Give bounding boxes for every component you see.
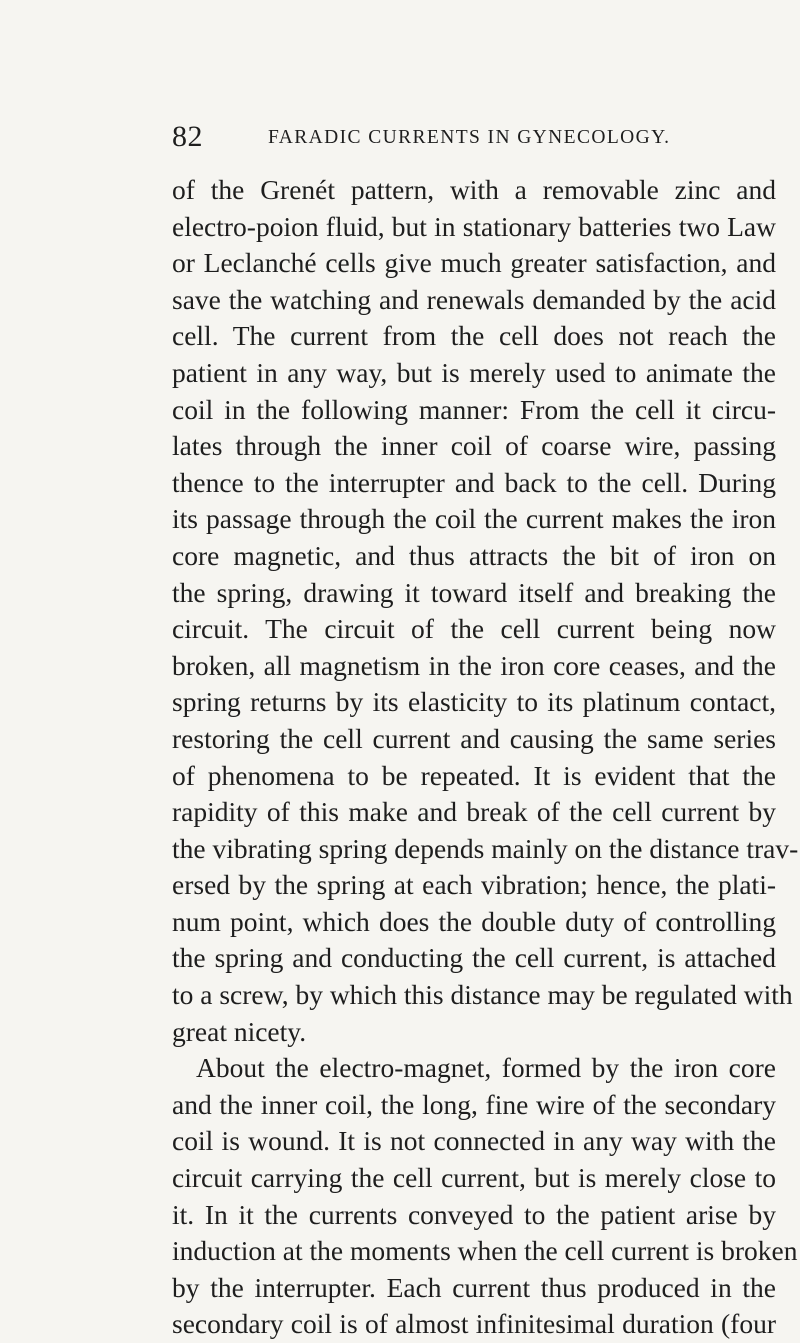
text-line: the spring and conducting the cell current, is attached [172,942,776,974]
text-line: induction at the moments when the cell current is broken [172,1235,798,1267]
text-line: it. In it the currents conveyed to the patient arise by [172,1198,776,1230]
text-line: core magnetic, and thus attracts the bit of iron on [172,539,776,571]
text-line: coil is wound. It is not connected in any way with the [172,1125,776,1157]
text-line: patient in any way, but is merely used to animate the [172,356,776,388]
text-line: ersed by the spring at each vibration; hence, the plati- [172,869,776,901]
text-line: circuit carrying the cell current, but is merely close to [172,1162,776,1194]
paragraph-first-line: About the electro-magnet, formed by the iron core [196,1052,776,1084]
text-line: to a screw, by which this distance may be regulated with [172,979,793,1011]
text-line: by the interrupter. Each current thus produced in the [172,1271,776,1303]
text-line: save the watching and renewals demanded by the acid [172,283,776,315]
text-line: rapidity of this make and break of the cell current by [172,796,776,828]
text-line: and the inner coil, the long, fine wire of the secondary [172,1088,776,1120]
page-header [172,117,772,157]
text-line: cell. The current from the cell does not reach the [172,320,776,352]
text-line: spring returns by its elasticity to its platinum contact, [172,686,776,718]
text-line: broken, all magnetism in the iron core ceases, and the [172,649,776,681]
text-line: lates through the inner coil of coarse wire, passing [172,430,776,462]
text-line: num point, which does the double duty of controlling [172,905,776,937]
text-line: circuit. The circuit of the cell current being now [172,613,776,645]
text-line: restoring the cell current and causing the same series [172,722,776,754]
text-line: secondary coil is of almost infinitesimal duration (four [172,1308,776,1340]
paragraph-last-line: great nicety. [172,1015,307,1047]
text-line: the spring, drawing it toward itself and breaking the [172,576,776,608]
text-line: thence to the interrupter and back to the cell. During [172,466,776,498]
text-line: coil in the following manner: From the cell it circu- [172,393,776,425]
running-head: FARADIC CURRENTS IN GYNECOLOGY. [268,127,671,148]
text-line: electro-poion fluid, but in stationary batteries two Law [172,210,776,242]
text-line: of phenomena to be repeated. It is evident that the [172,759,776,791]
text-line: the vibrating spring depends mainly on the distance trav- [172,832,799,864]
text-line: its passage through the coil the current makes the iron [172,503,776,535]
page-number: 82 [172,120,203,153]
body-text [172,172,799,1343]
text-line: of the Grenét pattern, with a removable zinc and [172,174,776,205]
text-line: or Leclanché cells give much greater satisfaction, and [172,247,776,279]
